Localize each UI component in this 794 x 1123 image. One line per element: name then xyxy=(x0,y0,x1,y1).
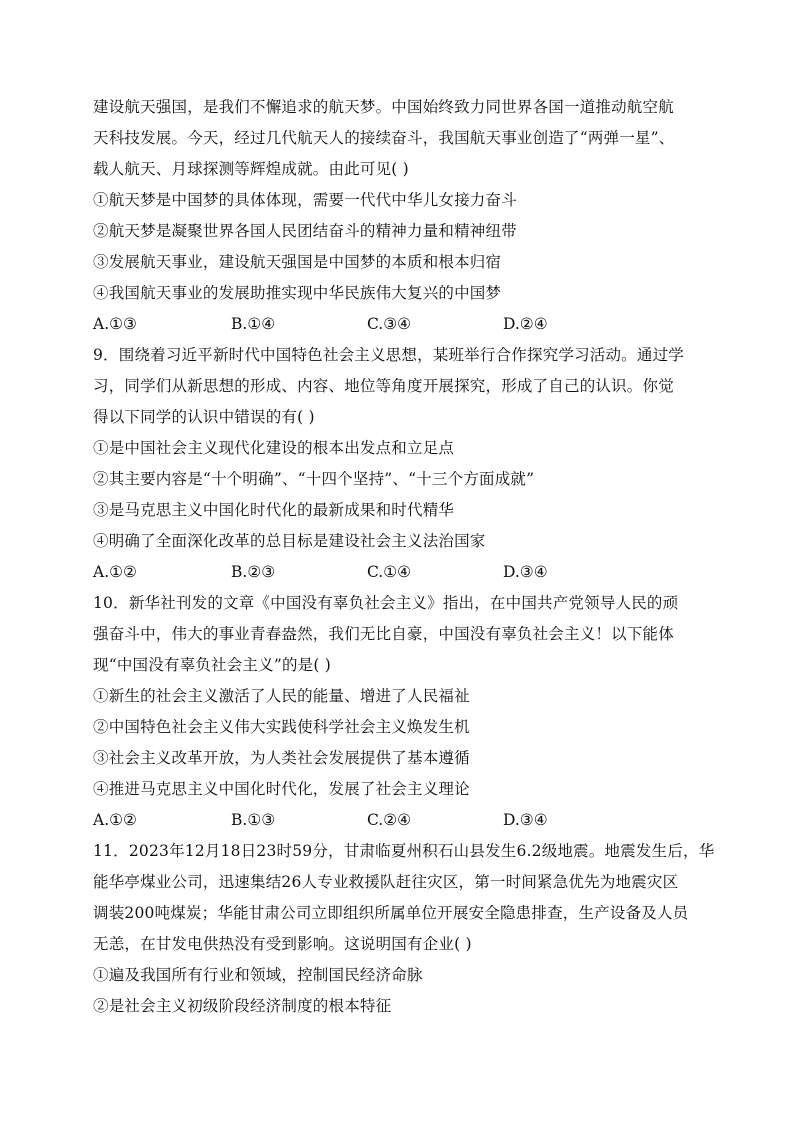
q10-option-d[interactable]: D.③④ xyxy=(503,811,548,829)
q9-option-d[interactable]: D.③④ xyxy=(503,563,548,581)
q9-statement-2: ②其主要内容是“十个明确”、“十四个坚持”、“十三个方面成就” xyxy=(93,470,535,488)
q10-statement-1: ①新生的社会主义激活了人民的能量、增进了人民福祉 xyxy=(93,687,470,705)
q8-stem-line: 建设航天强国，是我们不懈追求的航天梦。中国始终致力同世界各国一道推动航空航 xyxy=(93,98,674,116)
q11-stem-line: 调装200吨煤炭；华能甘肃公司立即组织所属单位开展安全隐患排查，生产设备及人员 xyxy=(93,904,689,922)
q9-options xyxy=(93,557,733,588)
q8-statement-3: ③发展航天事业，建设航天强国是中国梦的本质和根本归宿 xyxy=(93,253,502,271)
q9-option-c[interactable]: C.①④ xyxy=(367,563,412,581)
q9-statement-4: ④明确了全面深化改革的总目标是建设社会主义法治国家 xyxy=(93,532,486,550)
q10-options xyxy=(93,805,733,836)
question-10 xyxy=(93,588,733,836)
q8-option-b[interactable]: B.①④ xyxy=(231,315,276,333)
q10-option-c[interactable]: C.②④ xyxy=(367,811,412,829)
q8-option-d[interactable]: D.②④ xyxy=(503,315,548,333)
q11-stem-line: 能华亭煤业公司，迅速集结26人专业救援队赶往灾区，第一时间紧急优先为地震灾区 xyxy=(93,873,679,891)
q8-statement-4: ④我国航天事业的发展助推实现中华民族伟大复兴的中国梦 xyxy=(93,284,502,302)
q10-statement-3: ③社会主义改革开放，为人类社会发展提供了基本遵循 xyxy=(93,749,470,767)
q10-stem-line: 现“中国没有辜负社会主义”的是( ) xyxy=(93,656,331,674)
q10-statement-2: ②中国特色社会主义伟大实践使科学社会主义焕发生机 xyxy=(93,718,470,736)
question-9 xyxy=(93,340,733,588)
q9-option-b[interactable]: B.②③ xyxy=(231,563,276,581)
page-content xyxy=(93,92,733,1022)
q9-statement-1: ①是中国社会主义现代化建设的根本出发点和立足点 xyxy=(93,439,455,457)
q8-stem-line: 天科技发展。今天，经过几代航天人的接续奋斗，我国航天事业创造了“两弹一星”、 xyxy=(93,129,675,147)
q8-options xyxy=(93,309,733,340)
q10-stem-line: 强奋斗中，伟大的事业青春盎然，我们无比自豪，中国没有辜负社会主义！以下能体 xyxy=(93,625,674,643)
q10-stem-line: 10．新华社刊发的文章《中国没有辜负社会主义》指出，在中国共产党领导人民的顽 xyxy=(93,594,679,612)
q11-stem-line: 11．2023年12月18日23时59分，甘肃临夏州积石山县发生6.2级地震。地震发生后，华 xyxy=(93,842,715,860)
q10-statement-4: ④推进马克思主义中国化时代化，发展了社会主义理论 xyxy=(93,780,470,798)
question-8 xyxy=(93,92,733,340)
question-11 xyxy=(93,836,733,1022)
q11-stem-line: 无恙，在甘发电供热没有受到影响。这说明国有企业( ) xyxy=(93,935,472,953)
q11-statement-1: ①遍及我国所有行业和领域，控制国民经济命脉 xyxy=(93,966,423,984)
q8-statement-2: ②航天梦是凝聚世界各国人民团结奋斗的精神力量和精神纽带 xyxy=(93,222,517,240)
q8-option-a[interactable]: A.①③ xyxy=(93,315,137,333)
q9-stem-line: 得以下同学的认识中错误的有( ) xyxy=(93,408,315,426)
q9-stem-line: 习，同学们从新思想的形成、内容、地位等角度开展探究，形成了自己的认识。你觉 xyxy=(93,377,674,395)
q11-statement-2: ②是社会主义初级阶段经济制度的根本特征 xyxy=(93,997,392,1015)
q9-statement-3: ③是马克思主义中国化时代化的最新成果和时代精华 xyxy=(93,501,455,519)
q9-option-a[interactable]: A.①② xyxy=(93,563,137,581)
q10-option-b[interactable]: B.①③ xyxy=(231,811,276,829)
q10-option-a[interactable]: A.①② xyxy=(93,811,137,829)
q9-stem-line: 9．围绕着习近平新时代中国特色社会主义思想，某班举行合作探究学习活动。通过学 xyxy=(93,346,684,364)
q8-option-c[interactable]: C.③④ xyxy=(367,315,412,333)
q8-stem-line: 载人航天、月球探测等辉煌成就。由此可见( ) xyxy=(93,160,409,178)
q8-statement-1: ①航天梦是中国梦的具体体现，需要一代代中华儿女接力奋斗 xyxy=(93,191,517,209)
